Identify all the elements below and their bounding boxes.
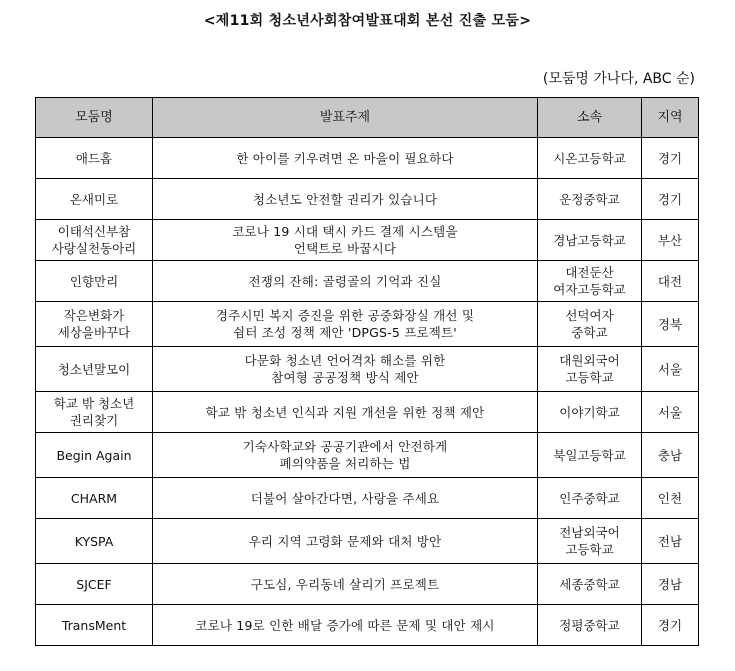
topic-cell: 기숙사학교와 공공기관에서 안전하게 폐의약품을 처리하는 법 [153,433,538,478]
header-region: 지역 [642,98,699,138]
team-name-cell: 온새미로 [36,179,153,220]
school-cell: 전남외국어 고등학교 [538,519,642,564]
table-row [36,220,699,261]
table-row [36,519,699,564]
table-row [36,392,699,433]
sort-order-note: (모둠명 가나다, ABC 순) [542,71,695,87]
region-cell: 서울 [642,392,699,433]
team-name-cell: 이태석신부참 사랑실천동아리 [36,220,153,261]
team-name-cell: KYSPA [36,519,153,564]
topic-cell: 우리 지역 고령화 문제와 대처 방안 [153,519,538,564]
school-cell: 운정중학교 [538,179,642,220]
team-name-cell: 인향만리 [36,261,153,302]
region-cell: 경남 [642,564,699,605]
document-title: <제11회 청소년사회참여발표대회 본선 진출 모둠> [203,13,532,29]
table-row [36,347,699,392]
table-row [36,138,699,179]
region-cell: 인천 [642,478,699,519]
team-name-cell: 청소년말모이 [36,347,153,392]
finalist-table [35,97,699,646]
topic-cell: 다문화 청소년 언어격차 해소를 위한 참여형 공공정책 방식 제안 [153,347,538,392]
topic-cell: 학교 밖 청소년 인식과 지원 개선을 위한 정책 제안 [153,392,538,433]
school-cell: 인주중학교 [538,478,642,519]
school-cell: 선덕여자 중학교 [538,302,642,347]
table-header-row [36,98,699,138]
region-cell: 충남 [642,433,699,478]
header-topic: 발표주제 [153,98,538,138]
school-cell: 정평중학교 [538,605,642,646]
school-cell: 경남고등학교 [538,220,642,261]
school-cell: 대원외국어 고등학교 [538,347,642,392]
region-cell: 경기 [642,138,699,179]
topic-cell: 청소년도 안전할 권리가 있습니다 [153,179,538,220]
team-name-cell: 학교 밖 청소년 권리찾기 [36,392,153,433]
region-cell: 대전 [642,261,699,302]
table-row [36,605,699,646]
region-cell: 경북 [642,302,699,347]
region-cell: 서울 [642,347,699,392]
table-row [36,179,699,220]
topic-cell: 구도심, 우리동네 살리기 프로젝트 [153,564,538,605]
school-cell: 대전둔산 여자고등학교 [538,261,642,302]
table-row [36,478,699,519]
region-cell: 부산 [642,220,699,261]
topic-cell: 경주시민 복지 증진을 위한 공중화장실 개선 및 쉼터 조성 정책 제안 'DPGS-5 프로젝트' [153,302,538,347]
team-name-cell: 작은변화가 세상을바꾸다 [36,302,153,347]
region-cell: 경기 [642,179,699,220]
topic-cell: 코로나 19 시대 택시 카드 결제 시스템을 언택트로 바꿉시다 [153,220,538,261]
topic-cell: 전쟁의 잔해: 골령골의 기억과 진실 [153,261,538,302]
header-affiliation: 소속 [538,98,642,138]
table-row [36,261,699,302]
team-name-cell: 애드홉 [36,138,153,179]
school-cell: 시온고등학교 [538,138,642,179]
team-name-cell: CHARM [36,478,153,519]
region-cell: 전남 [642,519,699,564]
team-name-cell: Begin Again [36,433,153,478]
region-cell: 경기 [642,605,699,646]
table-row [36,433,699,478]
header-team-name: 모둠명 [36,98,153,138]
topic-cell: 코로나 19로 인한 배달 증가에 따른 문제 및 대안 제시 [153,605,538,646]
school-cell: 세종중학교 [538,564,642,605]
team-name-cell: TransMent [36,605,153,646]
topic-cell: 더불어 살아간다면, 사랑을 주세요 [153,478,538,519]
table-row [36,564,699,605]
team-name-cell: SJCEF [36,564,153,605]
school-cell: 이야기학교 [538,392,642,433]
table-row [36,302,699,347]
school-cell: 북일고등학교 [538,433,642,478]
topic-cell: 한 아이를 키우려면 온 마을이 필요하다 [153,138,538,179]
